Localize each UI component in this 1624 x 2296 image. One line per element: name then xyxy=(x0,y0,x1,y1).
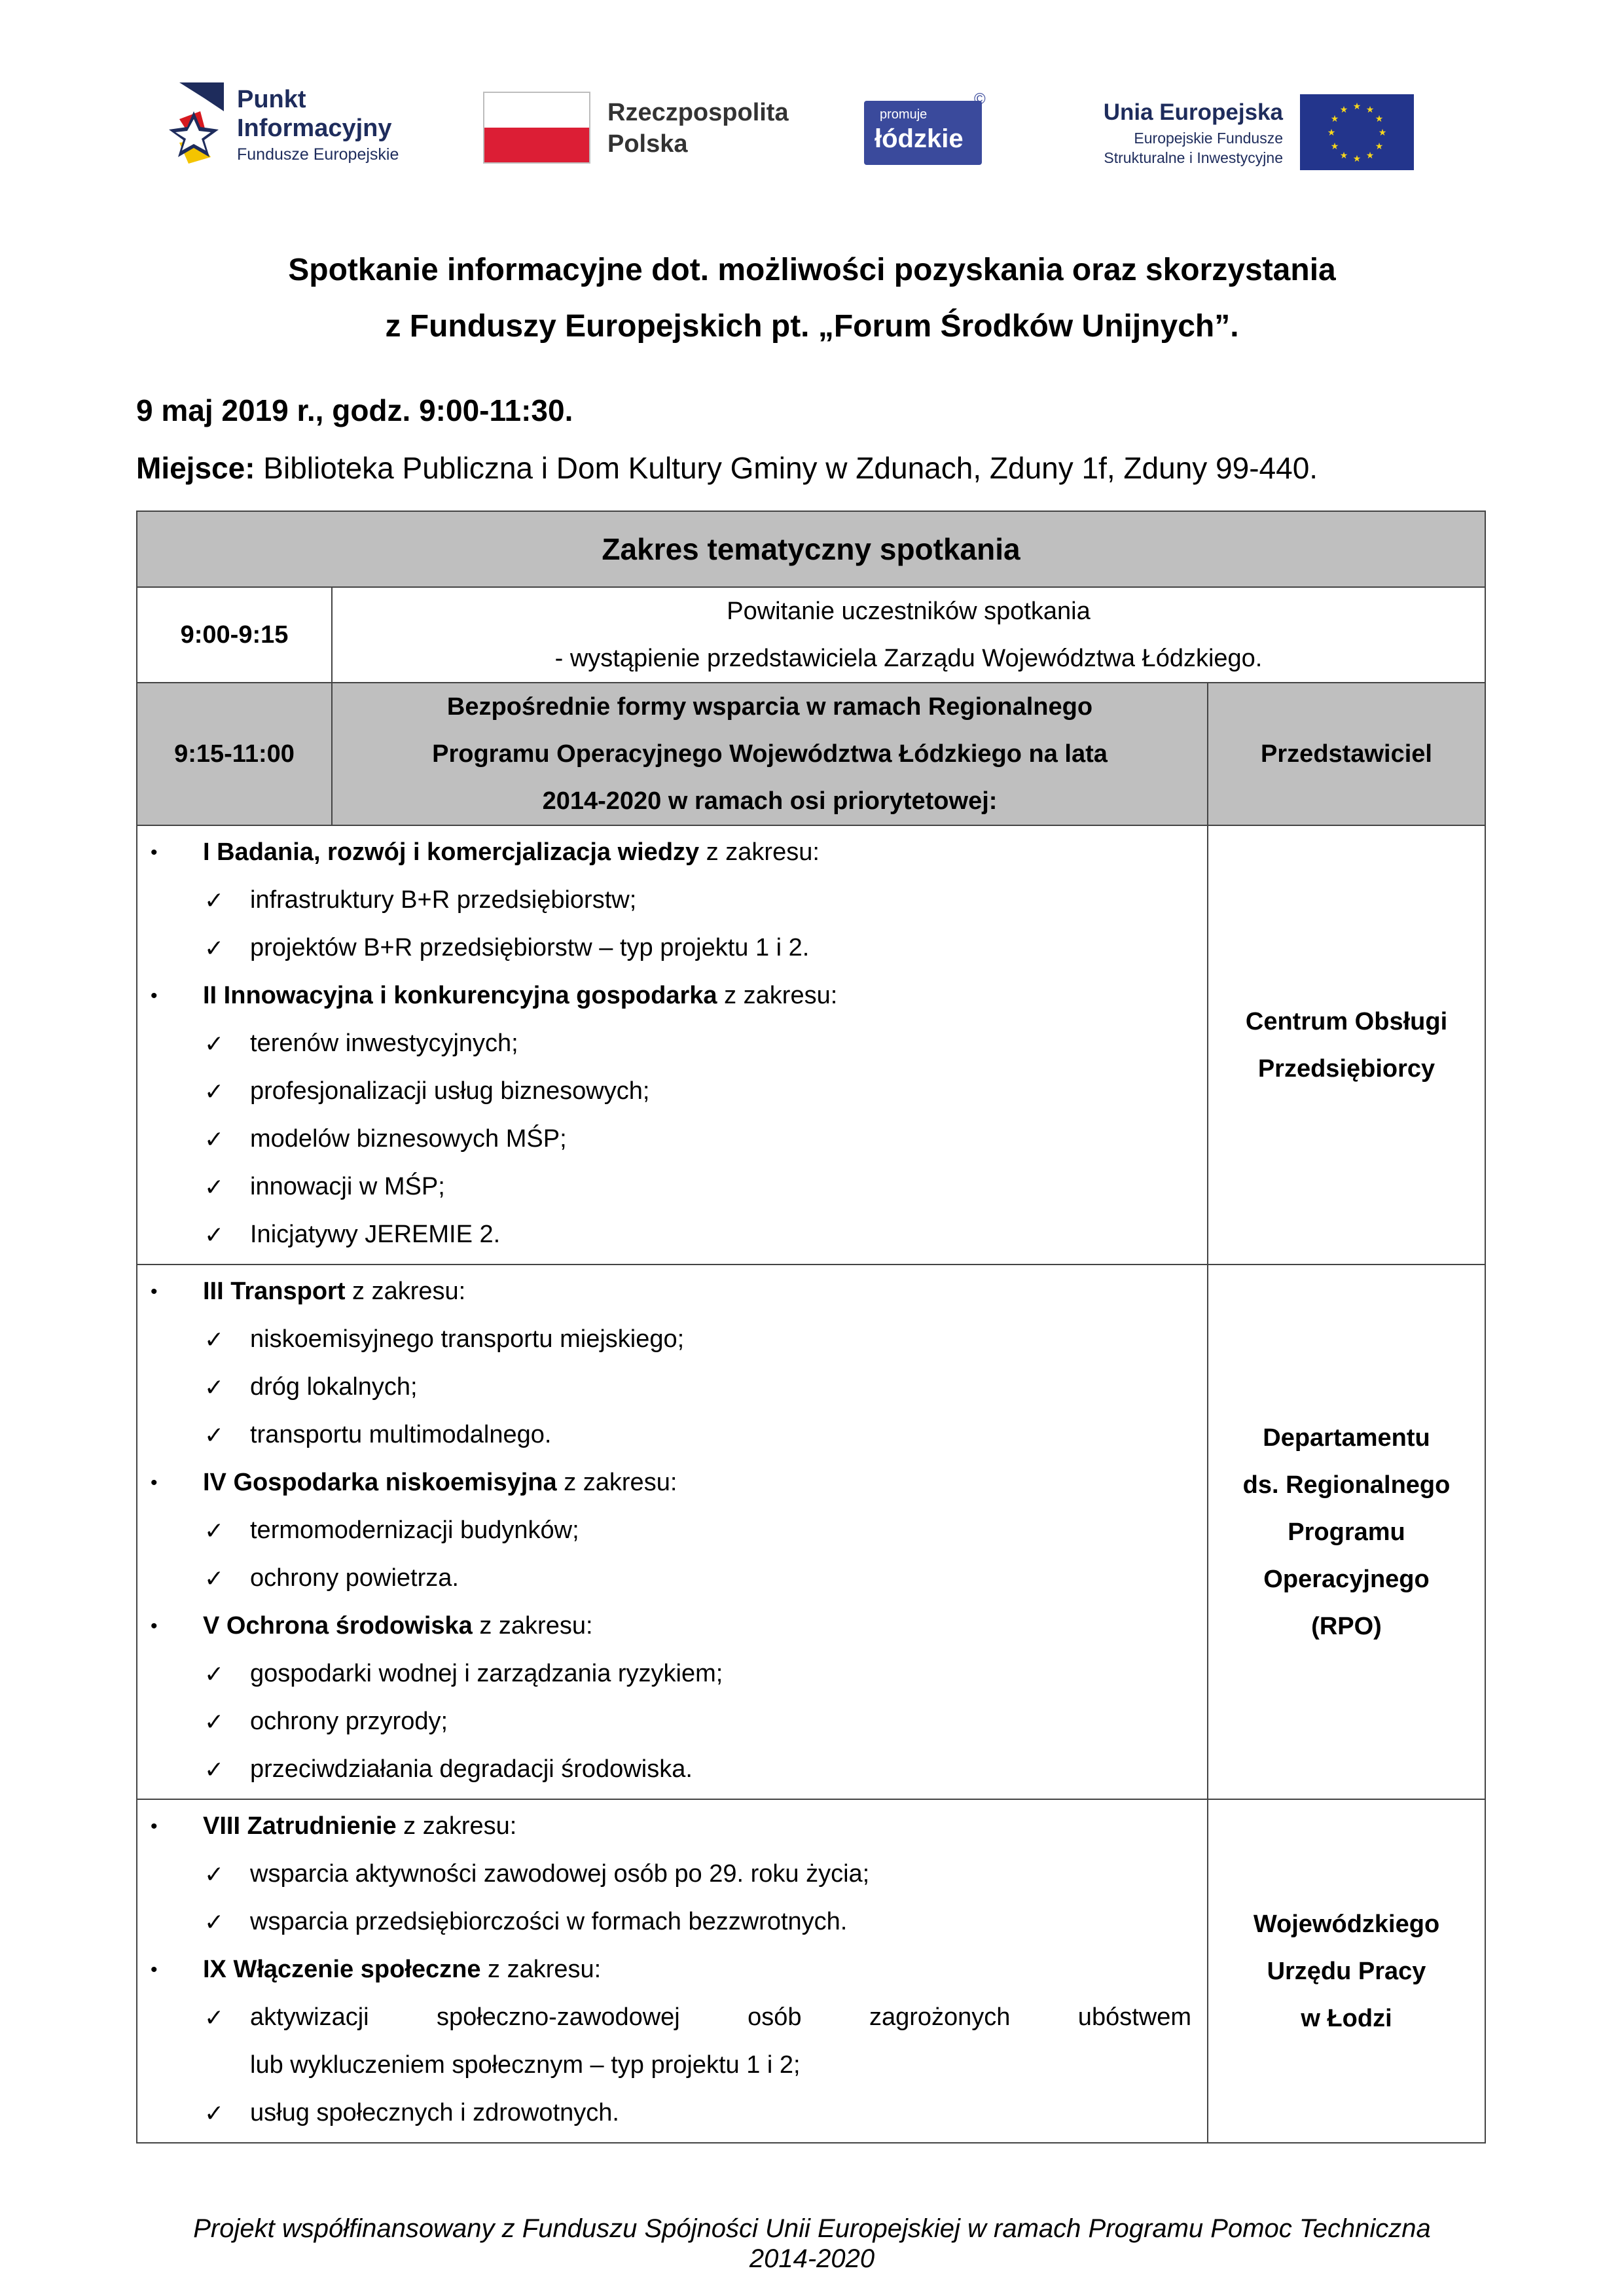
item-text: gospodarki wodnej i zarządzania ryzykiem; xyxy=(250,1660,723,1687)
rep-line: (RPO) xyxy=(1311,1612,1382,1640)
lodzkie-big: łódzkie xyxy=(875,124,964,153)
ue-line1: Unia Europejska xyxy=(1103,99,1283,125)
item-text: wsparcia przedsiębiorczości w formach bezzwrotnych. xyxy=(250,1908,848,1935)
axis-list-cell xyxy=(137,1265,1208,1799)
table-header-row xyxy=(137,511,1485,587)
agenda-table xyxy=(136,511,1486,2144)
bullet-icon: • xyxy=(151,1281,158,1302)
support-line1: Bezpośrednie formy wsparcia w ramach Regionalnego xyxy=(446,693,1093,721)
rep-line: Przedsiębiorcy xyxy=(1257,1054,1435,1083)
checkmark-icon: ✓ xyxy=(204,887,225,914)
list-item xyxy=(137,1115,1207,1163)
list-item xyxy=(137,2089,1207,2137)
lodzkie-logo xyxy=(864,72,995,177)
checkmark-icon: ✓ xyxy=(204,1174,225,1200)
fundusze-star-icon xyxy=(165,72,230,177)
axis-group-row xyxy=(137,825,1485,1265)
checkmark-icon: ✓ xyxy=(204,1861,225,1888)
axis-name: I Badania, rozwój i komercjalizacja wiedzy xyxy=(203,838,700,866)
item-text: innowacji w MŚP; xyxy=(250,1173,445,1200)
title-line1: Spotkanie informacyjne dot. możliwości pozyskania oraz skorzystania xyxy=(288,253,1336,287)
item-text: projektów B+R przedsiębiorstw – typ projektu 1 i 2. xyxy=(250,934,810,961)
list-item xyxy=(137,1411,1207,1459)
item-text: ochrony przyrody; xyxy=(250,1708,448,1735)
bullet-icon: • xyxy=(151,1959,158,1981)
list-item xyxy=(137,1994,1207,2041)
svg-text:★: ★ xyxy=(1330,141,1339,152)
lodzkie-mark: © xyxy=(974,90,986,108)
axis-list-cell xyxy=(137,1799,1208,2143)
rep-line: Programu xyxy=(1288,1518,1405,1546)
rp-line2: Polska xyxy=(607,130,688,158)
axis-item xyxy=(137,829,1207,876)
rep-line: Urzędu Pracy xyxy=(1267,1957,1426,1985)
unia-europejska-logo xyxy=(1087,72,1427,177)
checkmark-icon: ✓ xyxy=(204,1126,225,1153)
agenda-row-support xyxy=(137,683,1485,825)
lodzkie-badge xyxy=(864,101,982,165)
bullet-icon: • xyxy=(151,842,158,863)
axis-item xyxy=(137,1803,1207,1850)
list-item xyxy=(137,1898,1207,1946)
ue-line3: Strukturalne i Inwestycyjne xyxy=(1104,149,1283,166)
axis-suffix: z zakresu: xyxy=(556,1469,677,1496)
list-item xyxy=(137,1507,1207,1554)
svg-text:★: ★ xyxy=(1352,101,1362,112)
item-text: profesjonalizacji usług biznesowych; xyxy=(250,1077,650,1105)
document-title xyxy=(0,242,1624,355)
agenda-row-welcome xyxy=(137,587,1485,683)
checkmark-icon: ✓ xyxy=(204,935,225,961)
item-text: aktywizacji społeczno-zawodowej osób zagrożonych ubóstwem xyxy=(250,2003,1191,2031)
list-item xyxy=(137,1746,1207,1793)
axis-list-cell xyxy=(137,825,1208,1265)
svg-text:★: ★ xyxy=(1330,114,1339,124)
punkt-informacyjny-logo xyxy=(165,72,427,177)
list-item xyxy=(137,876,1207,924)
rep-line: Departamentu xyxy=(1263,1424,1430,1452)
pi-line3: Fundusze Europejskie xyxy=(237,145,399,164)
support-line3: 2014-2020 w ramach osi priorytetowej: xyxy=(542,787,998,815)
item-text: modelów biznesowych MŚP; xyxy=(250,1125,567,1153)
item-text: infrastruktury B+R przedsiębiorstw; xyxy=(250,886,637,914)
svg-text:★: ★ xyxy=(1352,154,1362,164)
representative-header: Przedstawiciel xyxy=(1208,683,1485,825)
list-item xyxy=(137,1650,1207,1698)
checkmark-icon: ✓ xyxy=(204,2100,225,2126)
rp-line1: Rzeczpospolita xyxy=(607,99,789,126)
list-item xyxy=(137,1850,1207,1898)
meeting-place xyxy=(136,450,1318,486)
svg-text:★: ★ xyxy=(1339,105,1348,115)
list-item xyxy=(137,1163,1207,1211)
axis-suffix: z zakresu: xyxy=(396,1812,517,1840)
time-cell: 9:00-9:15 xyxy=(137,587,332,683)
time-cell: 9:15-11:00 xyxy=(137,683,332,825)
meeting-date: 9 maj 2019 r., godz. 9:00-11:30. xyxy=(136,393,573,427)
svg-text:★: ★ xyxy=(1375,141,1384,152)
item-text: ochrony powietrza. xyxy=(250,1564,459,1592)
rep-line: Centrum Obsługi xyxy=(1245,1007,1448,1035)
title-line2: z Funduszy Europejskich pt. „Forum Środków Unijnych”. xyxy=(385,309,1239,344)
item-text: przeciwdziałania degradacji środowiska. xyxy=(250,1755,693,1783)
item-text: termomodernizacji budynków; xyxy=(250,1516,579,1544)
axis-name: III Transport xyxy=(203,1278,346,1305)
item-text: Inicjatywy JEREMIE 2. xyxy=(250,1221,501,1248)
pi-line2: Informacyjny xyxy=(237,115,392,142)
axis-item xyxy=(137,972,1207,1020)
checkmark-icon: ✓ xyxy=(204,1030,225,1057)
bullet-icon: • xyxy=(151,1816,158,1837)
axis-name: VIII Zatrudnienie xyxy=(203,1812,397,1840)
axis-name: II Innowacyjna i konkurencyjna gospodarka xyxy=(203,982,717,1009)
checkmark-icon: ✓ xyxy=(204,1756,225,1783)
axis-suffix: z zakresu: xyxy=(345,1278,466,1305)
support-line2: Programu Operacyjnego Województwa Łódzkiego na lata xyxy=(432,740,1108,768)
list-item xyxy=(137,1211,1207,1259)
axis-group-row xyxy=(137,1265,1485,1799)
item-text: transportu multimodalnego. xyxy=(250,1421,552,1448)
bullet-icon: • xyxy=(151,1615,158,1637)
rep-line: ds. Regionalnego xyxy=(1242,1471,1451,1499)
representative-cell xyxy=(1208,1799,1485,2143)
axis-name: IV Gospodarka niskoemisyjna xyxy=(203,1469,557,1496)
place-label: Miejsce: xyxy=(136,451,255,485)
svg-text:★: ★ xyxy=(1375,114,1384,124)
checkmark-icon: ✓ xyxy=(204,1078,225,1105)
checkmark-icon: ✓ xyxy=(204,1374,225,1401)
item-text: niskoemisyjnego transportu miejskiego; xyxy=(250,1325,685,1353)
axis-name: V Ochrona środowiska xyxy=(203,1612,473,1640)
axis-name: IX Włączenie społeczne xyxy=(203,1956,481,1983)
axis-suffix: z zakresu: xyxy=(699,838,820,866)
svg-text:★: ★ xyxy=(1339,151,1348,161)
checkmark-icon: ✓ xyxy=(204,2004,225,2031)
svg-text:★: ★ xyxy=(1327,128,1336,138)
list-item xyxy=(137,1554,1207,1602)
item-text: dróg lokalnych; xyxy=(250,1373,418,1401)
welcome-line1: Powitanie uczestników spotkania xyxy=(727,598,1091,625)
list-item-continuation xyxy=(137,2041,1207,2089)
page-footer xyxy=(0,2214,1624,2274)
item-text: wsparcia aktywności zawodowej osób po 29. roku życia; xyxy=(250,1860,870,1888)
rep-line: w Łodzi xyxy=(1301,2004,1392,2032)
item-text: lub wykluczeniem społecznym – typ projektu 1 i 2; xyxy=(250,2051,801,2079)
rzeczpospolita-logo xyxy=(483,72,823,177)
axis-suffix: z zakresu: xyxy=(480,1956,602,1983)
logo-bar xyxy=(0,72,1624,177)
polish-flag-icon xyxy=(483,92,590,164)
axis-item xyxy=(137,1459,1207,1507)
representative-cell xyxy=(1208,1265,1485,1799)
footer-line2: 2014-2020 xyxy=(749,2244,875,2273)
table-header: Zakres tematyczny spotkania xyxy=(137,511,1485,587)
axis-item xyxy=(137,1946,1207,1994)
list-item xyxy=(137,1363,1207,1411)
checkmark-icon: ✓ xyxy=(204,1517,225,1544)
svg-text:★: ★ xyxy=(1365,105,1375,115)
rep-line: Wojewódzkiego xyxy=(1253,1910,1440,1938)
place-value: Biblioteka Publiczna i Dom Kultury Gminy w Zdunach, Zduny 1f, Zduny 99-440. xyxy=(255,451,1318,485)
support-cell xyxy=(332,683,1208,825)
checkmark-icon: ✓ xyxy=(204,1565,225,1592)
rep-line: Operacyjnego xyxy=(1263,1565,1430,1593)
axis-suffix: z zakresu: xyxy=(472,1612,593,1640)
eu-flag-icon xyxy=(1300,94,1414,170)
svg-text:★: ★ xyxy=(1365,151,1375,161)
list-item xyxy=(137,1020,1207,1067)
list-item xyxy=(137,1316,1207,1363)
checkmark-icon: ✓ xyxy=(204,1221,225,1248)
list-item xyxy=(137,1698,1207,1746)
axis-group-row xyxy=(137,1799,1485,2143)
pi-line1: Punkt xyxy=(237,86,306,113)
item-text: usług społecznych i zdrowotnych. xyxy=(250,2099,619,2126)
lodzkie-small: promuje xyxy=(880,107,928,122)
axis-suffix: z zakresu: xyxy=(717,982,838,1009)
ue-line2: Europejskie Fundusze xyxy=(1134,130,1283,147)
item-text: terenów inwestycyjnych; xyxy=(250,1030,518,1057)
bullet-icon: • xyxy=(151,985,158,1007)
axis-item xyxy=(137,1602,1207,1650)
checkmark-icon: ✓ xyxy=(204,1708,225,1735)
welcome-cell xyxy=(332,587,1485,683)
list-item xyxy=(137,1067,1207,1115)
checkmark-icon: ✓ xyxy=(204,1909,225,1935)
footer-line1: Projekt współfinansowany z Funduszu Spójności Unii Europejskiej w ramach Programu Pomoc Techniczna xyxy=(193,2214,1431,2243)
welcome-line2: - wystąpienie przedstawiciela Zarządu Województwa Łódzkiego. xyxy=(554,645,1263,672)
checkmark-icon: ✓ xyxy=(204,1660,225,1687)
svg-text:★: ★ xyxy=(1378,128,1387,138)
axis-item xyxy=(137,1268,1207,1316)
representative-cell xyxy=(1208,825,1485,1265)
checkmark-icon: ✓ xyxy=(204,1326,225,1353)
checkmark-icon: ✓ xyxy=(204,1422,225,1448)
bullet-icon: • xyxy=(151,1472,158,1494)
list-item xyxy=(137,924,1207,972)
